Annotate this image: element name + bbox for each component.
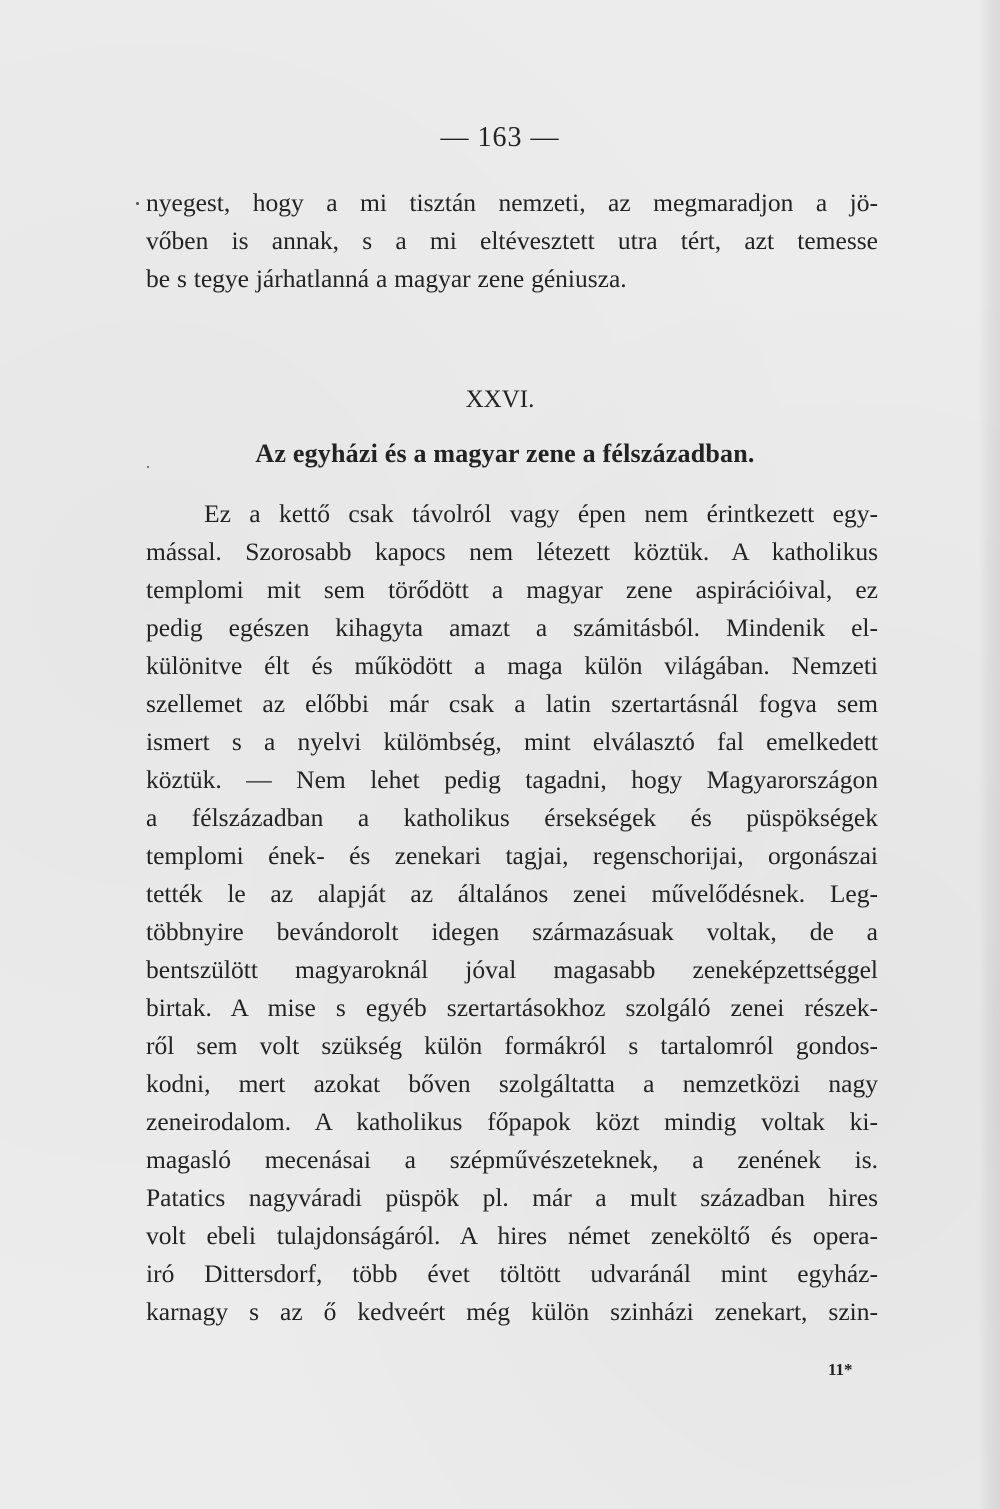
text-line: szellemet az előbbi már csak a latin szertartásnál fogva sem (146, 689, 878, 718)
text-line: a félszázadban a katholikus érsekségek és püspökségek (146, 803, 878, 832)
text-line: tették le az alapját az általános zenei művelődésnek. Leg- (146, 879, 878, 908)
text-line: magasló mecenásai a szépművészeteknek, a zenének is. (146, 1145, 878, 1174)
section-numeral: XXVI. (465, 386, 535, 413)
text-line: iró Dittersdorf, több évet töltött udvaránál mint egyház- (146, 1259, 878, 1288)
text-line: mással. Szorosabb kapocs nem létezett köztük. A katholikus (146, 537, 878, 566)
text-line: ről sem volt szükség külön formákról s tartalomról gondos- (146, 1031, 878, 1060)
text-line: templomi mit sem törődött a magyar zene aspirációival, ez (146, 575, 878, 604)
text-line: bentszülött magyaroknál jóval magasabb zeneképzettséggel (146, 955, 878, 984)
page-number: — 163 — (440, 122, 560, 153)
text-line: birtak. A mise s egyéb szertartásokhoz szolgáló zenei részek- (146, 993, 878, 1022)
text-line: többnyire bevándorolt idegen származásuak voltak, de a (146, 917, 878, 946)
text-line: Ez a kettő csak távolról vagy épen nem érintkezett egy- (204, 499, 878, 528)
page-edge-shadow (978, 0, 1000, 1509)
text-line: különitve élt és működött a maga külön világában. Nemzeti (146, 651, 878, 680)
text-line: nyegest, hogy a mi tisztán nemzeti, az megmaradjon a jö- (146, 188, 878, 217)
text-line: kodni, mert azokat bőven szolgáltatta a nemzetközi nagy (146, 1069, 878, 1098)
section-title: Az egyházi és a magyar zene a félszázadban. (255, 439, 755, 468)
text-line: ismert s a nyelvi külömbség, mint elválasztó fal emelkedett (146, 727, 878, 756)
signature-mark: 11* (828, 1360, 853, 1379)
text-line: vőben is annak, s a mi eltévesztett utra tért, azt temesse (146, 226, 878, 255)
ink-speck (136, 202, 139, 205)
ink-speck (147, 466, 149, 468)
text-line: köztük. — Nem lehet pedig tagadni, hogy Magyarországon (146, 765, 878, 794)
text-line: pedig egészen kihagyta amazt a számitásból. Mindenik el- (146, 613, 878, 642)
text-line: templomi ének- és zenekari tagjai, regenschorijai, orgonászai (146, 841, 878, 870)
text-line: karnagy s az ő kedveért még külön szinházi zenekart, szin- (146, 1297, 878, 1326)
text-line: be s tegye járhatlanná a magyar zene géniusza. (146, 264, 627, 293)
text-line: Patatics nagyváradi püspök pl. már a mult században hires (146, 1183, 878, 1212)
text-line: volt ebeli tulajdonságáról. A hires német zeneköltő és opera- (146, 1221, 878, 1250)
text-line: zeneirodalom. A katholikus főpapok közt mindig voltak ki- (146, 1107, 878, 1136)
